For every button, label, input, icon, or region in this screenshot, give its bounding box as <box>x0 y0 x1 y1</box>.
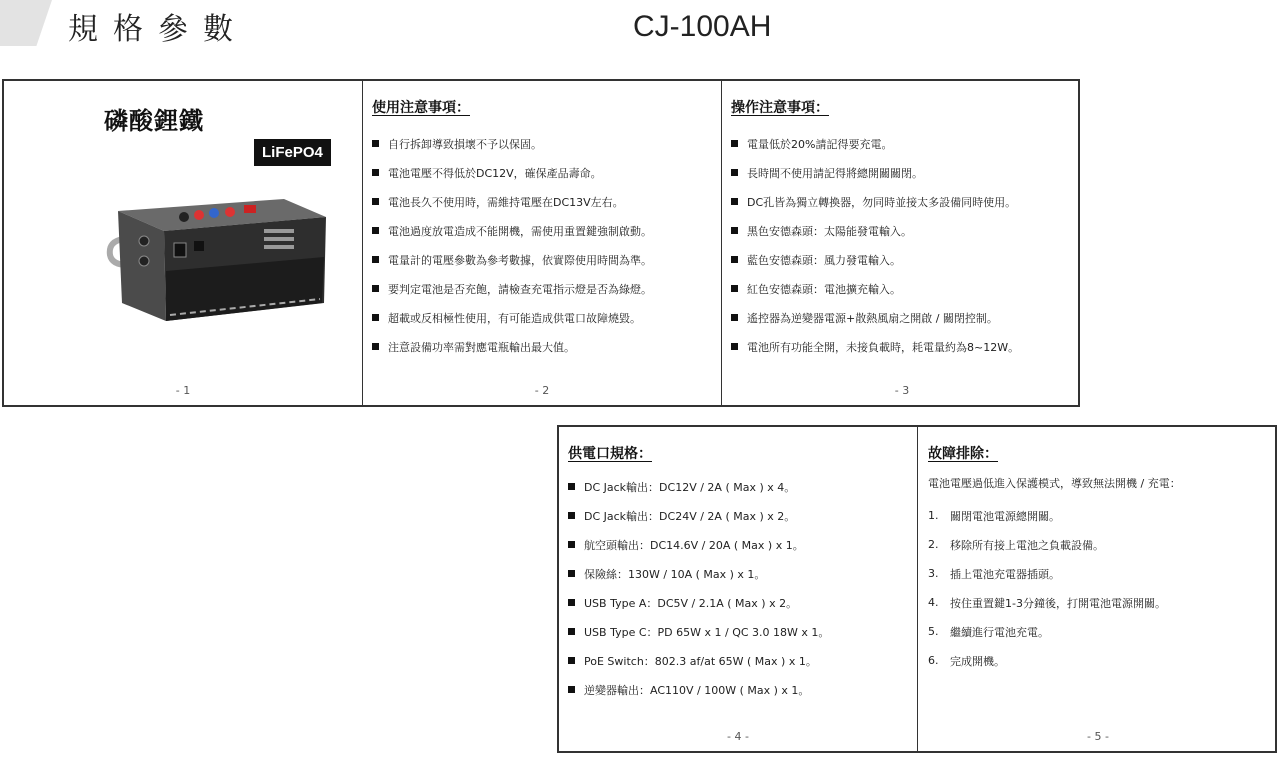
list-item: 要判定電池是否充飽，請檢查充電指示燈是否為綠燈。 <box>372 274 652 303</box>
list-item: 航空頭輸出：DC14.6V / 20A ( Max ) x 1。 <box>568 530 829 559</box>
page-number: - 5 - <box>1087 730 1109 743</box>
bullet-icon <box>731 314 738 321</box>
usage-notes-panel <box>363 81 721 405</box>
bullet-icon <box>568 599 575 606</box>
spec-sheet-bottom <box>557 425 1277 753</box>
troubleshooting-intro: 電池電壓過低進入保護模式，導致無法開機 / 充電： <box>928 477 1181 490</box>
bullet-icon <box>372 343 379 350</box>
list-item: 藍色安德森頭：風力發電輸入。 <box>731 245 1019 274</box>
product-name: 磷酸鋰鐵 <box>104 107 204 135</box>
list-item: 電量低於20%請記得要充電。 <box>731 129 1019 158</box>
bullet-icon <box>731 169 738 176</box>
bullet-icon <box>568 686 575 693</box>
list-item: 自行拆卸導致損壞不予以保固。 <box>372 129 652 158</box>
operation-notes-panel <box>722 81 1078 405</box>
bullet-icon <box>372 285 379 292</box>
usage-notes-heading: 使用注意事項： <box>372 100 470 116</box>
bullet-icon <box>731 140 738 147</box>
list-item: 保險絲：130W / 10A ( Max ) x 1。 <box>568 559 829 588</box>
list-item: 4. 按住重置鍵1-3分鐘後，打開電池電源開關。 <box>928 596 1166 610</box>
list-item: 超載或反相極性使用，有可能造成供電口故障燒毀。 <box>372 303 652 332</box>
troubleshooting-heading: 故障排除： <box>928 446 998 462</box>
page-number: - 2 <box>534 384 550 397</box>
list-item: 注意設備功率需對應電瓶輸出最大值。 <box>372 332 652 361</box>
battery-unit-icon <box>104 191 334 351</box>
bullet-icon <box>372 256 379 263</box>
troubleshooting-steps <box>928 501 1166 675</box>
page-title: 規格參數 <box>68 12 248 47</box>
bullet-icon <box>568 541 575 548</box>
list-item: USB Type C：PD 65W x 1 / QC 3.0 18W x 1。 <box>568 617 829 646</box>
bullet-icon <box>372 169 379 176</box>
list-item: 逆變器輸出：AC110V / 100W ( Max ) x 1。 <box>568 675 829 704</box>
bullet-icon <box>731 256 738 263</box>
model-number: CJ-100AH <box>633 10 772 43</box>
bullet-icon <box>568 628 575 635</box>
bullet-icon <box>731 227 738 234</box>
list-item: 黑色安德森頭：太陽能發電輸入。 <box>731 216 1019 245</box>
list-item: 1. 關閉電池電源總開關。 <box>928 509 1060 523</box>
list-item: 遙控器為逆變器電源+散熱風扇之開啟 / 關閉控制。 <box>731 303 1019 332</box>
list-item: 電池長久不使用時，需維持電壓在DC13V左右。 <box>372 187 652 216</box>
operation-notes-list <box>731 129 1019 361</box>
list-item: USB Type A：DC5V / 2.1A ( Max ) x 2。 <box>568 588 829 617</box>
spec-sheet-top <box>2 79 1080 407</box>
bullet-icon <box>568 483 575 490</box>
list-item: 2. 移除所有接上電池之負載設備。 <box>928 538 1104 552</box>
list-item: PoE Switch：802.3 af/at 65W ( Max ) x 1。 <box>568 646 829 675</box>
bullet-icon <box>372 198 379 205</box>
usage-notes-list <box>372 129 652 361</box>
list-item: 電池過度放電造成不能開機，需使用重置鍵強制啟動。 <box>372 216 652 245</box>
list-item: 紅色安德森頭：電池擴充輸入。 <box>731 274 1019 303</box>
list-item: 3. 插上電池充電器插頭。 <box>928 567 1060 581</box>
list-item: 5. 繼續進行電池充電。 <box>928 625 1049 639</box>
troubleshooting-panel <box>918 427 1275 751</box>
bullet-icon <box>731 198 738 205</box>
power-ports-panel <box>559 427 917 751</box>
list-item: 6. 完成開機。 <box>928 654 1005 668</box>
chemistry-badge: LiFePO4 <box>254 139 331 166</box>
page-number: - 1 <box>175 384 191 397</box>
list-item: 電池所有功能全開，未接負載時，耗電量約為8~12W。 <box>731 332 1019 361</box>
page-number: - 4 - <box>727 730 749 743</box>
bullet-icon <box>568 512 575 519</box>
list-item: DC孔皆為獨立轉換器，勿同時並接太多設備同時使用。 <box>731 187 1019 216</box>
product-panel <box>4 81 362 405</box>
bullet-icon <box>372 314 379 321</box>
power-ports-heading: 供電口規格： <box>568 446 652 462</box>
list-item: 長時間不使用請記得將總開關關閉。 <box>731 158 1019 187</box>
bullet-icon <box>372 227 379 234</box>
bullet-icon <box>731 285 738 292</box>
bullet-icon <box>731 343 738 350</box>
operation-notes-heading: 操作注意事項： <box>731 100 829 116</box>
bullet-icon <box>568 657 575 664</box>
header-corner-tab <box>0 0 52 46</box>
bullet-icon <box>372 140 379 147</box>
list-item: DC Jack輸出：DC12V / 2A ( Max ) x 4。 <box>568 472 829 501</box>
page-number: - 3 <box>894 384 910 397</box>
power-ports-list <box>568 472 829 704</box>
list-item: 電量計的電壓參數為參考數據，依實際使用時間為準。 <box>372 245 652 274</box>
bullet-icon <box>568 570 575 577</box>
list-item: DC Jack輸出：DC24V / 2A ( Max ) x 2。 <box>568 501 829 530</box>
list-item: 電池電壓不得低於DC12V，確保產品壽命。 <box>372 158 652 187</box>
